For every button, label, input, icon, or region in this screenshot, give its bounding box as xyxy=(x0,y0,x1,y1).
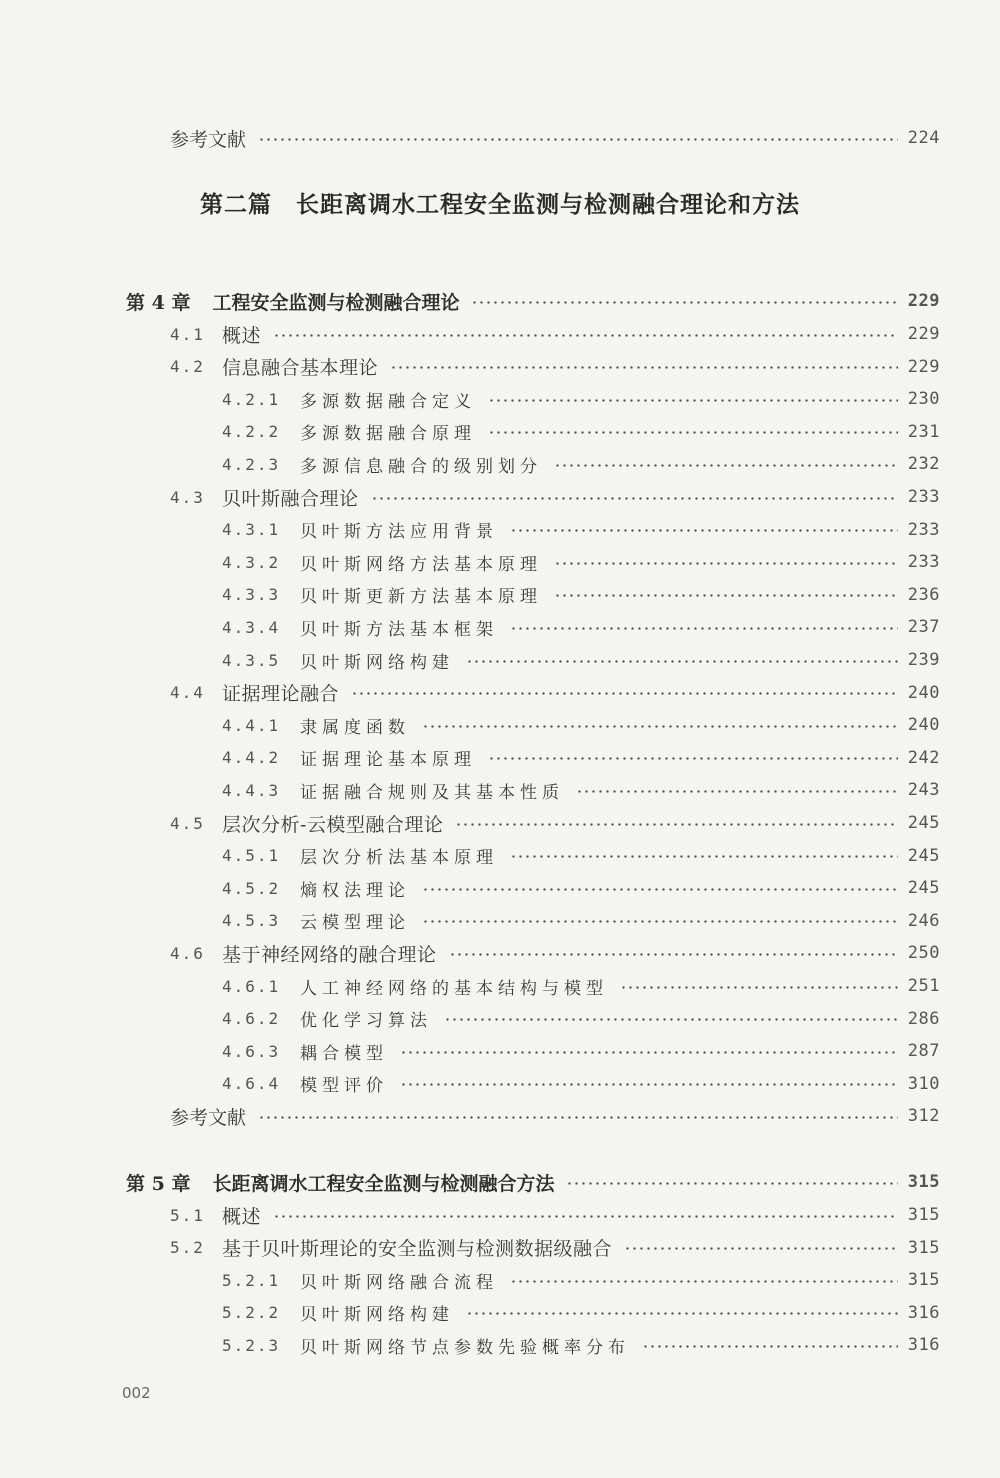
toc-chapter-5[interactable] xyxy=(126,1166,940,1198)
dot-leader xyxy=(400,1083,898,1086)
toc-entry-title: 贝叶斯网络构建 xyxy=(300,652,454,673)
toc-entry-title: 优化学习算法 xyxy=(300,1011,432,1032)
toc-entry-number: 5.2.3 xyxy=(222,1335,281,1355)
dot-leader xyxy=(422,920,898,923)
toc-entry-number: 5.2 xyxy=(170,1238,205,1258)
toc-section[interactable] xyxy=(170,1199,940,1231)
toc-entry-number: 4.5.1 xyxy=(222,846,281,866)
dot-leader xyxy=(510,1280,898,1283)
toc-section[interactable] xyxy=(170,677,940,709)
toc-entry-number: 4.3.1 xyxy=(222,520,281,540)
toc-entry-title: 贝叶斯网络融合流程 xyxy=(300,1272,498,1293)
toc-entry-title: 贝叶斯融合理论 xyxy=(222,487,359,510)
toc-entry-title: 参考文献 xyxy=(170,128,247,151)
toc-entry-page: 233 xyxy=(907,552,940,573)
toc-subsection[interactable] xyxy=(222,970,940,1002)
toc-entry-title: 贝叶斯网络构建 xyxy=(300,1305,454,1326)
toc-entry-references[interactable] xyxy=(170,1100,940,1132)
toc-entry-title: 多源信息融合的级别划分 xyxy=(300,456,542,477)
chapter-page: 315 xyxy=(907,1172,940,1192)
toc-subsection[interactable] xyxy=(222,448,940,480)
dot-leader xyxy=(554,594,898,597)
part-name: 长距离调水工程安全监测与检测融合理论和方法 xyxy=(296,192,800,218)
dot-leader xyxy=(554,562,898,565)
dot-leader xyxy=(566,1182,897,1185)
dot-leader xyxy=(488,399,898,402)
toc-entry-page: 250 xyxy=(907,943,940,964)
toc-section[interactable] xyxy=(170,807,940,839)
dot-leader xyxy=(258,138,898,141)
toc-section[interactable] xyxy=(170,318,940,350)
dot-leader xyxy=(422,888,898,891)
toc-entry-title: 证据理论基本原理 xyxy=(300,750,476,771)
toc-entry-page: 239 xyxy=(907,650,940,670)
toc-entry-page: 315 xyxy=(907,1270,940,1291)
dot-leader xyxy=(488,757,898,760)
dot-leader xyxy=(449,953,898,956)
toc-entry-number: 4.6 xyxy=(170,943,205,963)
toc-subsection[interactable] xyxy=(222,1264,940,1296)
toc-entry-number: 4.5 xyxy=(170,813,205,833)
toc-subsection[interactable] xyxy=(222,383,940,415)
toc-entry-references-ch3[interactable] xyxy=(170,122,940,154)
dot-leader xyxy=(510,529,898,532)
toc-entry-title: 贝叶斯方法应用背景 xyxy=(300,522,498,543)
dot-leader xyxy=(258,1116,898,1119)
toc-entry-title: 人工神经网络的基本结构与模型 xyxy=(300,978,608,999)
toc-entry-title: 耦合模型 xyxy=(300,1043,388,1064)
toc-entry-number: 4.2 xyxy=(170,357,205,377)
toc-entry-number: 4.2.1 xyxy=(222,389,281,409)
dot-leader xyxy=(510,855,898,858)
toc-entry-page: 229 xyxy=(907,324,940,344)
toc-entry-title: 参考文献 xyxy=(170,1106,247,1129)
dot-leader xyxy=(371,497,898,500)
toc-section[interactable] xyxy=(170,481,940,513)
toc-entry-number: 5.2.1 xyxy=(222,1270,281,1290)
dot-leader xyxy=(466,660,898,663)
toc-subsection[interactable] xyxy=(222,514,940,546)
dot-leader xyxy=(455,823,897,826)
toc-entry-page: 315 xyxy=(907,1205,940,1225)
toc-entry-title: 隶属度函数 xyxy=(300,717,410,738)
toc-entry-page: 251 xyxy=(907,976,940,996)
toc-entry-page: 243 xyxy=(907,780,940,801)
toc-entry-number: 4.4.2 xyxy=(222,748,281,768)
toc-entry-title: 贝叶斯方法基本框架 xyxy=(300,619,498,640)
toc-entry-page: 312 xyxy=(907,1106,940,1127)
dot-leader xyxy=(400,1051,898,1054)
toc-entry-title: 基于神经网络的融合理论 xyxy=(222,943,437,966)
toc-entry-page: 245 xyxy=(907,813,940,833)
toc-entry-page: 315 xyxy=(907,1237,940,1258)
toc-entry-page: 246 xyxy=(907,910,940,931)
chapter-title: 长距离调水工程安全监测与检测融合方法 xyxy=(212,1172,555,1195)
toc-entry-page: 245 xyxy=(907,878,940,899)
toc-entry-page: 231 xyxy=(907,421,940,442)
toc-entry-title: 贝叶斯更新方法基本原理 xyxy=(300,587,542,608)
toc-subsection[interactable] xyxy=(222,709,940,741)
chapter-number: 第 5 章 xyxy=(126,1172,191,1195)
toc-entry-number: 4.4.3 xyxy=(222,780,281,800)
toc-entry-page: 233 xyxy=(907,519,940,540)
toc-entry-page: 237 xyxy=(907,617,940,638)
dot-leader xyxy=(273,334,898,337)
dot-leader xyxy=(422,725,898,728)
toc-section[interactable] xyxy=(170,937,940,969)
toc-entry-page: 233 xyxy=(907,487,940,507)
dot-leader xyxy=(576,790,898,793)
toc-entry-number: 4.5.2 xyxy=(222,878,281,898)
toc-subsection[interactable] xyxy=(222,872,940,904)
dot-leader xyxy=(620,986,898,989)
toc-subsection[interactable] xyxy=(222,905,940,937)
toc-entry-title: 云模型理论 xyxy=(300,913,410,934)
dot-leader xyxy=(510,627,898,630)
toc-entry-page: 229 xyxy=(907,356,940,377)
toc-entry-page: 230 xyxy=(907,389,940,410)
toc-entry-number: 5.1 xyxy=(170,1205,205,1225)
chapter-page: 229 xyxy=(907,291,940,311)
toc-subsection[interactable] xyxy=(222,774,940,806)
toc-entry-title: 层次分析-云模型融合理论 xyxy=(222,813,444,836)
toc-entry-number: 4.3.2 xyxy=(222,552,281,572)
dot-leader xyxy=(624,1247,898,1250)
toc-entry-title: 概述 xyxy=(222,1205,262,1228)
toc-entry-title: 层次分析法基本原理 xyxy=(300,848,498,869)
toc-entry-title: 信息融合基本理论 xyxy=(222,357,379,380)
toc-entry-number: 4.3.5 xyxy=(222,650,281,670)
toc-chapter-4[interactable] xyxy=(126,285,940,317)
toc-entry-number: 4.6.4 xyxy=(222,1074,281,1094)
toc-entry-page: 240 xyxy=(907,715,940,736)
toc-subsection[interactable] xyxy=(222,611,940,643)
toc-entry-page: 286 xyxy=(907,1008,940,1029)
toc-subsection[interactable] xyxy=(222,1068,940,1100)
toc-entry-number: 4.6.1 xyxy=(222,976,281,996)
toc-entry-title: 贝叶斯网络方法基本原理 xyxy=(300,554,542,575)
toc-entry-title: 熵权法理论 xyxy=(300,880,410,901)
toc-entry-number: 4.4.1 xyxy=(222,715,281,735)
toc-entry-number: 4.6.3 xyxy=(222,1041,281,1061)
toc-entry-title: 概述 xyxy=(222,324,262,347)
part-title xyxy=(0,186,1000,219)
toc-entry-title: 证据融合规则及其基本性质 xyxy=(300,782,564,803)
toc-entry-page: 316 xyxy=(907,1335,940,1356)
toc-entry-page: 240 xyxy=(907,682,940,703)
dot-leader xyxy=(466,1312,898,1315)
toc-entry-page: 242 xyxy=(907,747,940,768)
toc-entry-number: 4.5.3 xyxy=(222,911,281,931)
toc-entry-number: 4.3.3 xyxy=(222,585,281,605)
toc-subsection[interactable] xyxy=(222,416,940,448)
toc-section[interactable] xyxy=(170,1232,940,1264)
toc-entry-number: 5.2.2 xyxy=(222,1303,281,1323)
toc-subsection[interactable] xyxy=(222,1003,940,1035)
dot-leader xyxy=(273,1215,898,1218)
toc-entry-title: 贝叶斯网络节点参数先验概率分布 xyxy=(300,1337,630,1358)
toc-entry-page: 232 xyxy=(907,454,940,475)
dot-leader xyxy=(444,1018,898,1021)
toc-subsection[interactable] xyxy=(222,579,940,611)
dot-leader xyxy=(642,1345,898,1348)
page-number: 002 xyxy=(122,1384,151,1402)
toc-entry-title: 模型评价 xyxy=(300,1076,388,1097)
part-label: 第二篇 xyxy=(200,192,272,218)
chapter-number: 第 4 章 xyxy=(126,291,191,314)
toc-subsection[interactable] xyxy=(222,1035,940,1067)
toc-entry-page: 224 xyxy=(907,128,940,148)
dot-leader xyxy=(351,692,898,695)
toc-entry-number: 4.3 xyxy=(170,487,205,507)
toc-entry-page: 245 xyxy=(907,845,940,866)
toc-entry-number: 4.2.3 xyxy=(222,454,281,474)
toc-subsection[interactable] xyxy=(222,742,940,774)
toc-entry-title: 多源数据融合定义 xyxy=(300,391,476,412)
toc-section[interactable] xyxy=(170,351,940,383)
toc-subsection[interactable] xyxy=(222,840,940,872)
toc-subsection[interactable] xyxy=(222,1297,940,1329)
toc-entry-page: 316 xyxy=(907,1302,940,1323)
toc-entry-page: 310 xyxy=(907,1073,940,1094)
chapter-title: 工程安全监测与检测融合理论 xyxy=(212,291,460,314)
toc-entry-title: 证据理论融合 xyxy=(222,683,340,706)
toc-entry-title: 基于贝叶斯理论的安全监测与检测数据级融合 xyxy=(222,1238,613,1261)
toc-entry-number: 4.3.4 xyxy=(222,617,281,637)
toc-entry-page: 236 xyxy=(907,584,940,605)
toc-entry-title: 多源数据融合原理 xyxy=(300,424,476,445)
dot-leader xyxy=(390,366,898,369)
dot-leader xyxy=(554,464,898,467)
toc-subsection[interactable] xyxy=(222,1329,940,1361)
dot-leader xyxy=(471,301,897,304)
toc-entry-number: 4.2.2 xyxy=(222,422,281,442)
toc-subsection[interactable] xyxy=(222,644,940,676)
toc-entry-number: 4.6.2 xyxy=(222,1009,281,1029)
toc-entry-number: 4.4 xyxy=(170,683,205,703)
toc-entry-page: 287 xyxy=(907,1041,940,1062)
toc-entry-number: 4.1 xyxy=(170,324,205,344)
dot-leader xyxy=(488,431,898,434)
toc-subsection[interactable] xyxy=(222,546,940,578)
